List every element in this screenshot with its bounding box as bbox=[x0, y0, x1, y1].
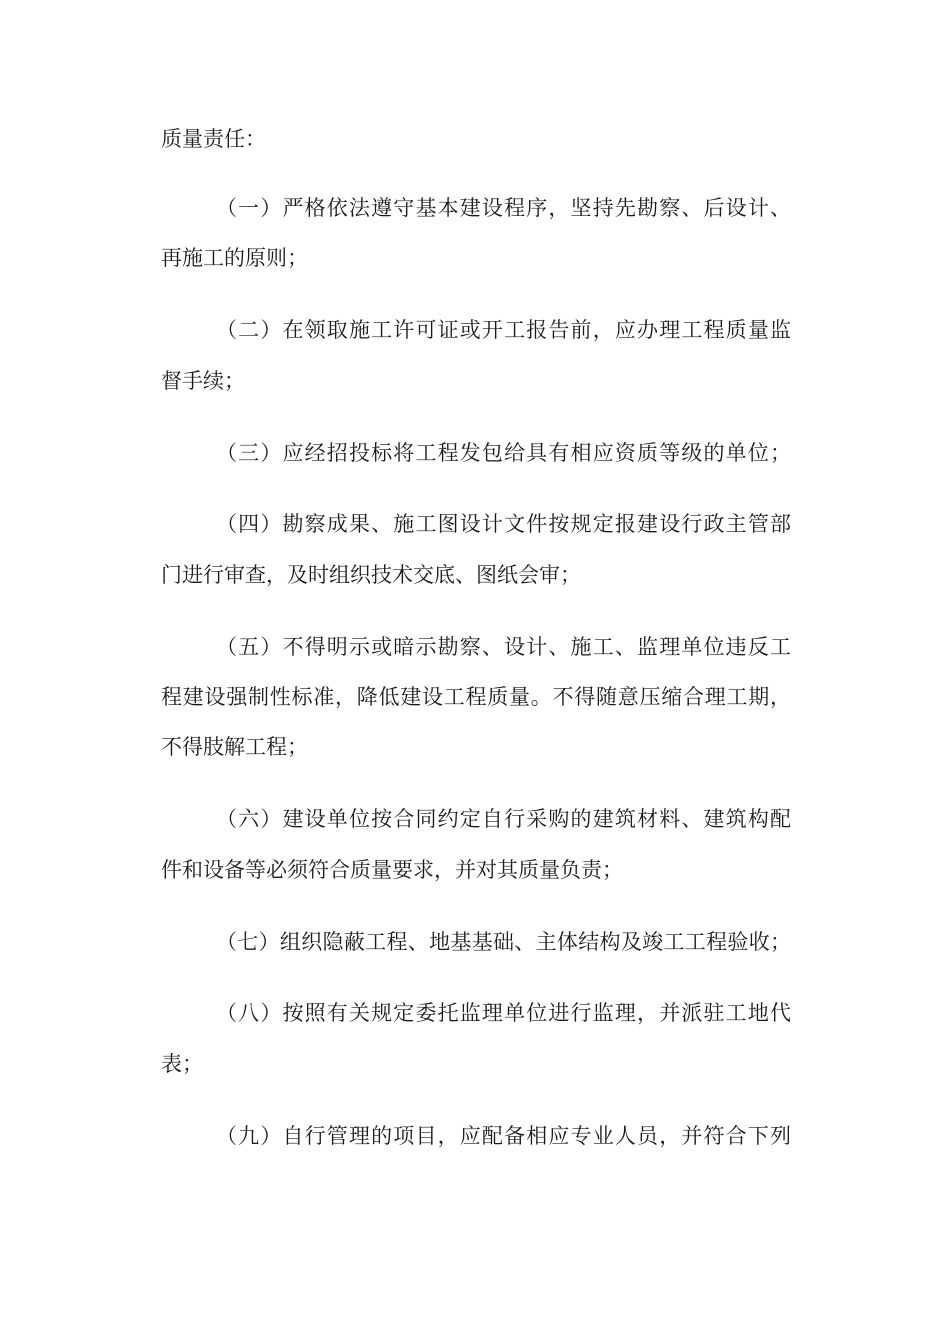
item-5-line-1: （五）不得明示或暗示勘察、设计、施工、监理单位违反工 bbox=[216, 635, 791, 659]
item-2-line-2: 督手续； bbox=[161, 369, 245, 393]
item-5-line-3: 不得肢解工程； bbox=[161, 735, 308, 759]
item-4-line-2: 门进行审查，及时组织技术交底、图纸会审； bbox=[161, 563, 581, 587]
item-6-line-1: （六）建设单位按合同约定自行采购的建筑材料、建筑构配 bbox=[216, 807, 791, 831]
item-1-line-1: （一）严格依法遵守基本建设程序，坚持先勘察、后设计、 bbox=[216, 196, 791, 220]
item-1-line-2: 再施工的原则； bbox=[161, 246, 308, 270]
section-intro-line: 质量责任： bbox=[161, 127, 266, 151]
item-3-line-1: （三）应经招投标将工程发包给具有相应资质等级的单位； bbox=[216, 441, 791, 465]
item-9-line-1: （九）自行管理的项目，应配备相应专业人员，并符合下列 bbox=[216, 1124, 791, 1148]
item-6-line-2: 件和设备等必须符合质量要求，并对其质量负责； bbox=[161, 858, 623, 882]
item-5-line-2: 程建设强制性标准，降低建设工程质量。不得随意压缩合理工期， bbox=[161, 685, 791, 709]
item-7-line-1: （七）组织隐蔽工程、地基基础、主体结构及竣工工程验收； bbox=[216, 930, 791, 954]
item-4-line-1: （四）勘察成果、施工图设计文件按规定报建设行政主管部 bbox=[216, 512, 791, 536]
item-2-line-1: （二）在领取施工许可证或开工报告前，应办理工程质量监 bbox=[216, 318, 791, 342]
item-8-line-1: （八）按照有关规定委托监理单位进行监理，并派驻工地代 bbox=[216, 1001, 791, 1025]
item-8-line-2: 表； bbox=[161, 1052, 203, 1076]
